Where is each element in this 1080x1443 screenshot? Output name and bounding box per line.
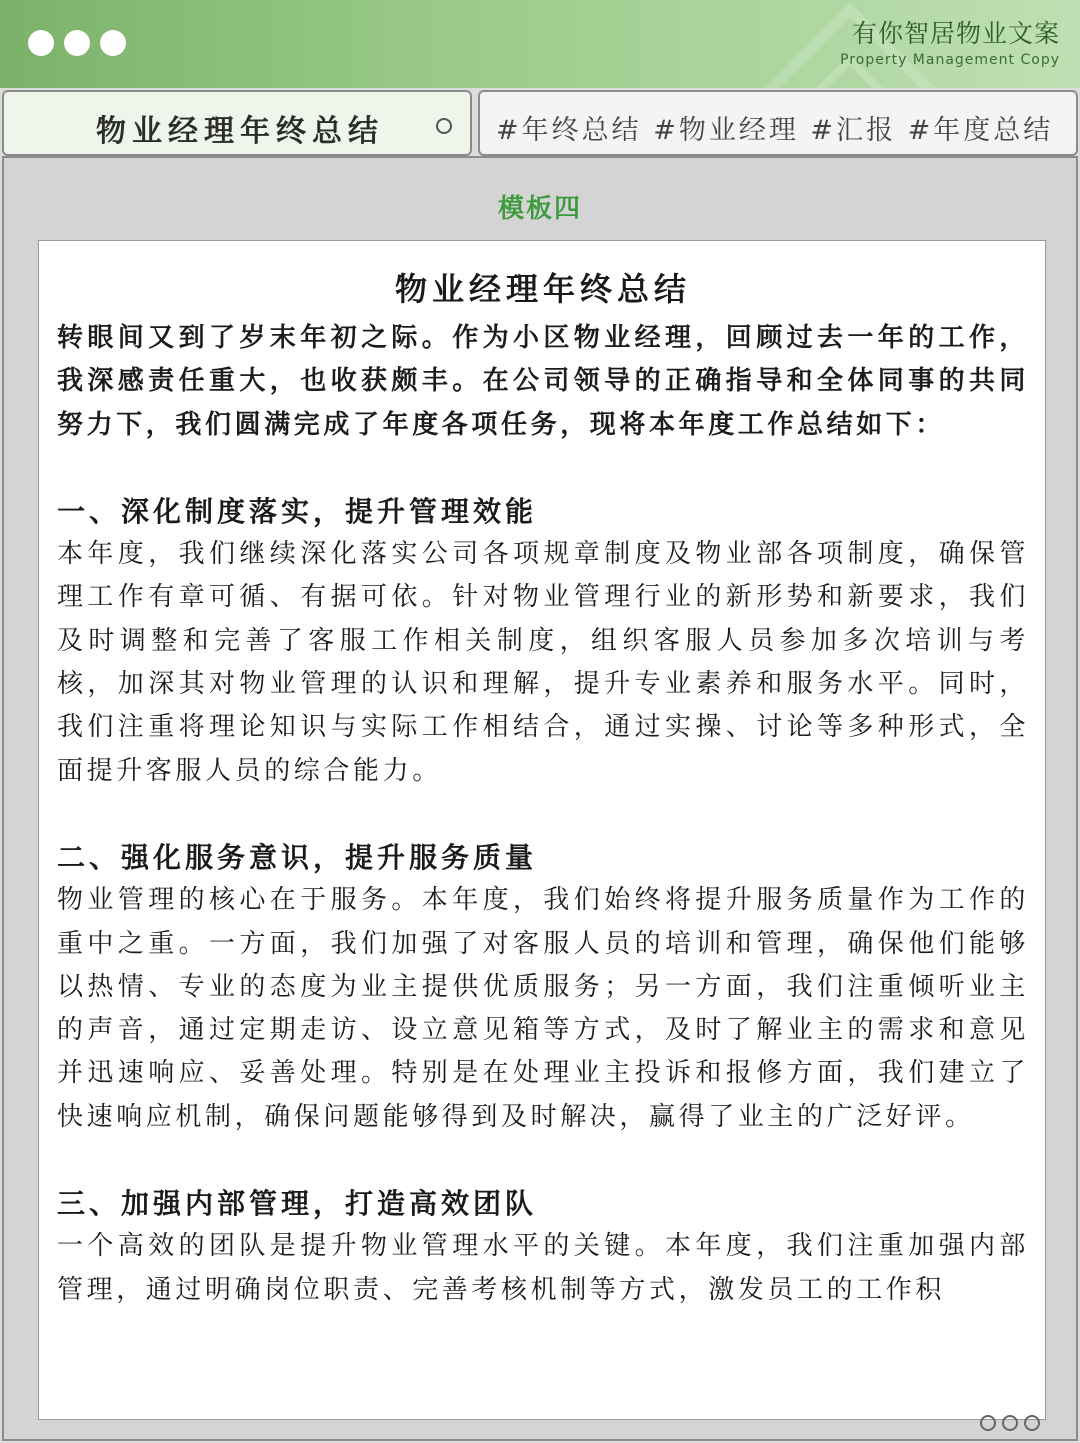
brand-subtitle: Property Management Copy (840, 52, 1060, 68)
tab-title-label: 物业经理年终总结 (96, 114, 384, 149)
hashtags: #年终总结 #物业经理 #汇报 #年度总结 (496, 115, 1054, 146)
section-heading: 一、深化制度落实，提升管理效能 (57, 494, 538, 528)
tab-tags[interactable] (478, 90, 1078, 156)
circle-icon (980, 1415, 996, 1431)
brand-title: 有你智居物业文案 (851, 19, 1060, 48)
window-dots (28, 30, 126, 56)
intro-paragraph: 转眼间又到了岁末年初之际。作为小区物业经理，回顾过去一年的工作，我深感责任重大，也收获颇丰。在公司领导的正确指导和全体同事的共同努力下，我们圆满完成了年度各项任务，现将本年度工作总结如下： (57, 323, 1029, 440)
window-dot-icon (64, 30, 90, 56)
window-dot-icon (100, 30, 126, 56)
section-body: 一个高效的团队是提升物业管理水平的关键。本年度，我们注重加强内部管理，通过明确岗位职责、完善考核机制等方式，激发员工的工作积 (57, 1231, 1029, 1305)
window-dot-icon (28, 30, 54, 56)
section-body: 本年度，我们继续深化落实公司各项规章制度及物业部各项制度，确保管理工作有章可循、有据可依。针对物业管理行业的新形势和新要求，我们及时调整和完善了客服工作相关制度，组织客服人员参加多次培训与考核，加深其对物业管理的认识和理解，提升专业素养和服务水平。同时，我们注重将理论知识与实际工作相结合，通过实操、讨论等多种形式，全面提升客服人员的综合能力。 (57, 539, 1029, 786)
brand (840, 18, 1060, 70)
section-heading: 三、加强内部管理，打造高效团队 (57, 1187, 538, 1221)
section-heading: 二、强化服务意识，提升服务质量 (57, 840, 538, 874)
section-body: 物业管理的核心在于服务。本年度，我们始终将提升服务质量作为工作的重中之重。一方面，我们加强了对客服人员的培训和管理，确保他们能够以热情、专业的态度为业主提供优质服务；另一方面，我们注重倾听业主的声音，通过定期走访、设立意见箱等方式，及时了解业主的需求和意见并迅速响应、妥善处理。特别是在处理业主投诉和报修方面，我们建立了快速响应机制，确保问题能够得到及时解决，赢得了业主的广泛好评。 (57, 885, 1029, 1132)
header-banner (0, 0, 1080, 88)
template-label: 模板四 (497, 194, 582, 224)
content-frame (2, 156, 1078, 1441)
pagination-dots (980, 1415, 1040, 1431)
circle-icon (1002, 1415, 1018, 1431)
document-card (38, 240, 1046, 1420)
circle-icon (436, 118, 452, 134)
document-title: 物业经理年终总结 (394, 270, 691, 308)
tab-row (0, 88, 1080, 158)
circle-icon (1024, 1415, 1040, 1431)
tab-title[interactable] (2, 90, 472, 156)
